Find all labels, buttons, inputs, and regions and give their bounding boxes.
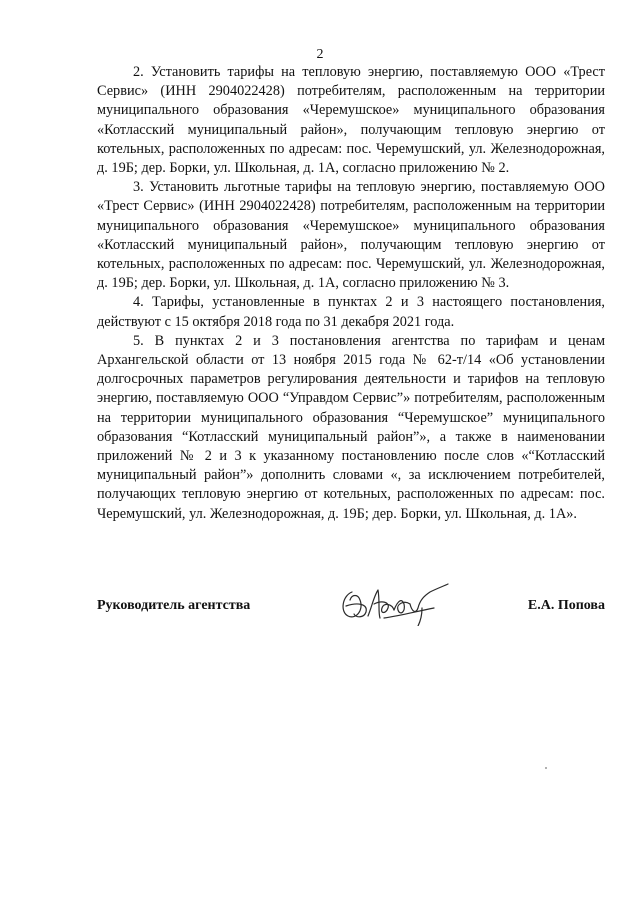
paragraph-3: 3. Установить льготные тарифы на тепловую энергию, поставляемую ООО «Трест Сервис» (ИНН 2904022428) потребителям, расположенным на территории муниципального образования «Черемушское» муниципального образования «Котласский муниципальный район», получающим тепловую энергию от котельных, расположенных по адресам: пос. Черемушский, ул. Железнодорожная, д. 19Б; дер. Борки, ул. Школьная, д. 1А, согласно приложению № 3. [97,179,605,292]
signature-block [97,582,605,632]
document-body [97,63,605,524]
signatory-name: Е.А. Попова [527,598,605,613]
signatory-title: Руководитель агентства [97,598,251,613]
paragraph-2: 2. Установить тарифы на тепловую энергию, поставляемую ООО «Трест Сервис» (ИНН 2904022428) потребителям, расположенным на территории муниципального образования «Черемушское» муниципального образования «Котласский муниципальный район», получающим тепловую энергию от котельных, расположенных по адресам: пос. Черемушский, ул. Железнодорожная, д. 19Б; дер. Борки, ул. Школьная, д. 1А, согласно приложению № 2. [97,64,605,177]
handwritten-signature [338,582,451,626]
scan-speck [545,767,547,769]
page-number: 2 [316,47,324,62]
paragraph-5: 5. В пунктах 2 и 3 постановления агентства по тарифам и ценам Архангельской области от 13 ноября 2015 года № 62-т/14 «Об установлении долгосрочных параметров регулирования деятельности и тарифов на тепловую энергию, поставляемую ООО “Управдом Сервис”» потребителям, расположенным на территории муниципального образования “Черемушское” муниципального образования “Котласский муниципальный район”», а также в наименовании приложений № 2 и 3 к указанному постановлению после слов «“Котласский муниципальный район”» дополнить словами «, за исключением потребителей, получающих тепловую энергию от котельных, расположенных по адресам: пос. Черемушский, ул. Железнодорожная, д. 19Б; дер. Борки, ул. Школьная, д. 1А». [97,332,605,522]
paragraph-4: 4. Тарифы, установленные в пунктах 2 и 3 настоящего постановления, действуют с 15 октября 2018 года по 31 декабря 2021 года. [97,294,605,330]
